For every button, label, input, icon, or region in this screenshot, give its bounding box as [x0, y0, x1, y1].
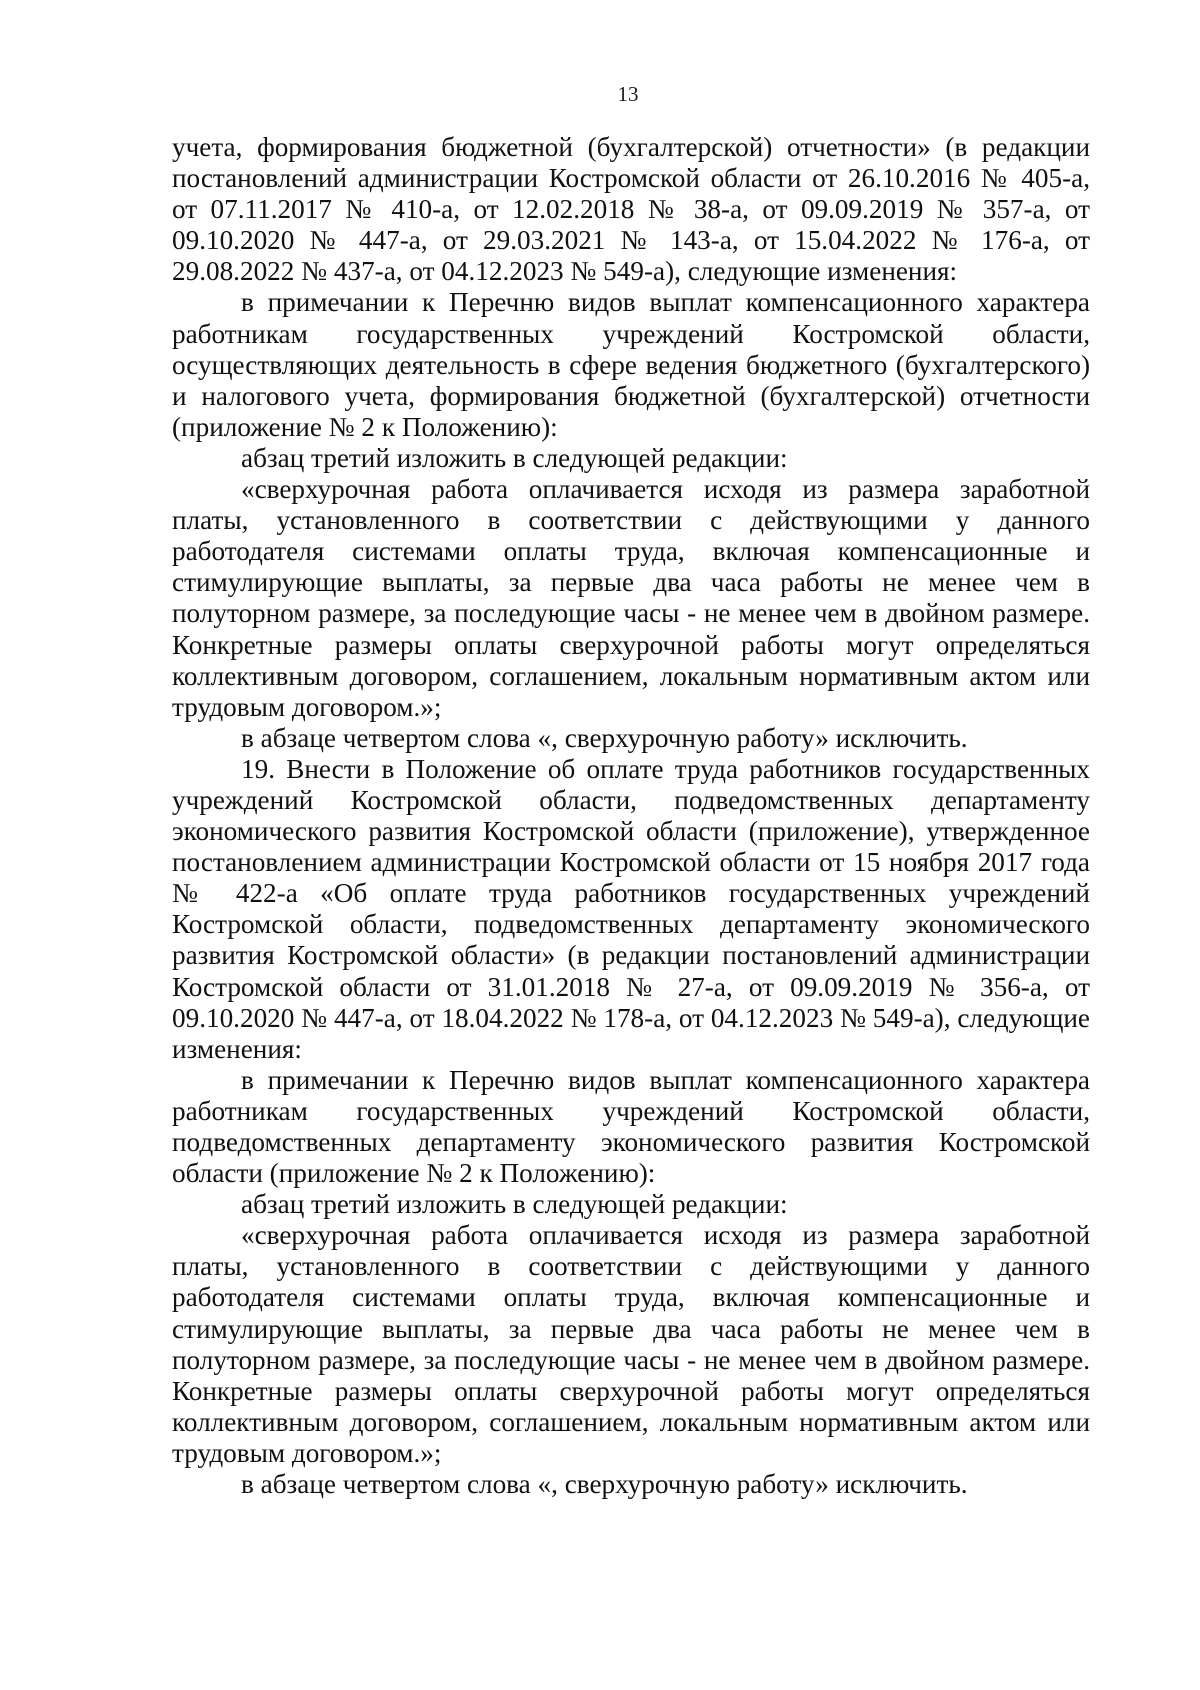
paragraph-note-amendment-2: в примечании к Перечню видов выплат компенсационного характера работникам государственных учреждений Костромской области, подведомственных департаменту экономического развития Костромской области (приложение № 2 к Положению): [172, 1064, 1090, 1189]
paragraph-third-clause-instruction-2: абзац третий изложить в следующей редакции: [241, 1189, 788, 1220]
paragraph-fourth-clause-exclusion: в абзаце четвертом слова «, сверхурочную работу» исключить. [241, 722, 968, 753]
paragraph-fourth-clause-exclusion-2: в абзаце четвертом слова «, сверхурочную работу» исключить. [241, 1469, 968, 1500]
paragraph-third-clause-instruction: абзац третий изложить в следующей редакции: [241, 442, 788, 473]
paragraph-continuation: учета, формирования бюджетной (бухгалтерской) отчетности» (в редакции постановлений администрации Костромской области от 26.10.2016 № 405-а, от 07.11.2017 № 410-а, от 12.02.2018 № 38-а, от 09.09.2019 № 357-а, от 09.10.2020 № 447-а, от 29.03.2021 № 143-а, от 15.04.2022 № 176-а, от 29.08.2022 № 437-а, от 04.12.2023 № 549-а), следующие изменения: [172, 132, 1090, 287]
paragraph-overtime-wording: «сверхурочная работа оплачивается исходя из размера заработной платы, установленного в соответствии с действующими у данного работодателя системами оплаты труда, включая компенсационные и стимулирующие выплаты, за первые два часа работы не менее чем в полуторном размере, за последующие часы - не менее чем в двойном размере. Конкретные размеры оплаты сверхурочной работы могут определяться коллективным договором, соглашением, локальным нормативным актом или трудовым договором.»; [172, 474, 1090, 722]
document-body [172, 132, 1090, 1500]
page-number: 13 [617, 82, 639, 106]
paragraph-note-amendment: в примечании к Перечню видов выплат компенсационного характера работникам государственных учреждений Костромской области, осуществляющих деятельность в сфере ведения бюджетного (бухгалтерского) и налогового учета, формирования бюджетной (бухгалтерской) отчетности (приложение № 2 к Положению): [172, 287, 1090, 442]
paragraph-overtime-wording-2: «сверхурочная работа оплачивается исходя из размера заработной платы, установленного в соответствии с действующими у данного работодателя системами оплаты труда, включая компенсационные и стимулирующие выплаты, за первые два часа работы не менее чем в полуторном размере, за последующие часы - не менее чем в двойном размере. Конкретные размеры оплаты сверхурочной работы могут определяться коллективным договором, соглашением, локальным нормативным актом или трудовым договором.»; [172, 1220, 1090, 1468]
paragraph-item-19: 19. Внести в Положение об оплате труда работников государственных учреждений Костромской области, подведомственных департаменту экономического развития Костромской области (приложение), утвержденное постановлением администрации Костромской области от 15 ноября 2017 года № 422-а «Об оплате труда работников государственных учреждений Костромской области, подведомственных департаменту экономического развития Костромской области» (в редакции постановлений администрации Костромской области от 31.01.2018 № 27-а, от 09.09.2019 № 356-а, от 09.10.2020 № 447-а, от 18.04.2022 № 178-а, от 04.12.2023 № 549-а), следующие изменения: [172, 753, 1090, 1064]
